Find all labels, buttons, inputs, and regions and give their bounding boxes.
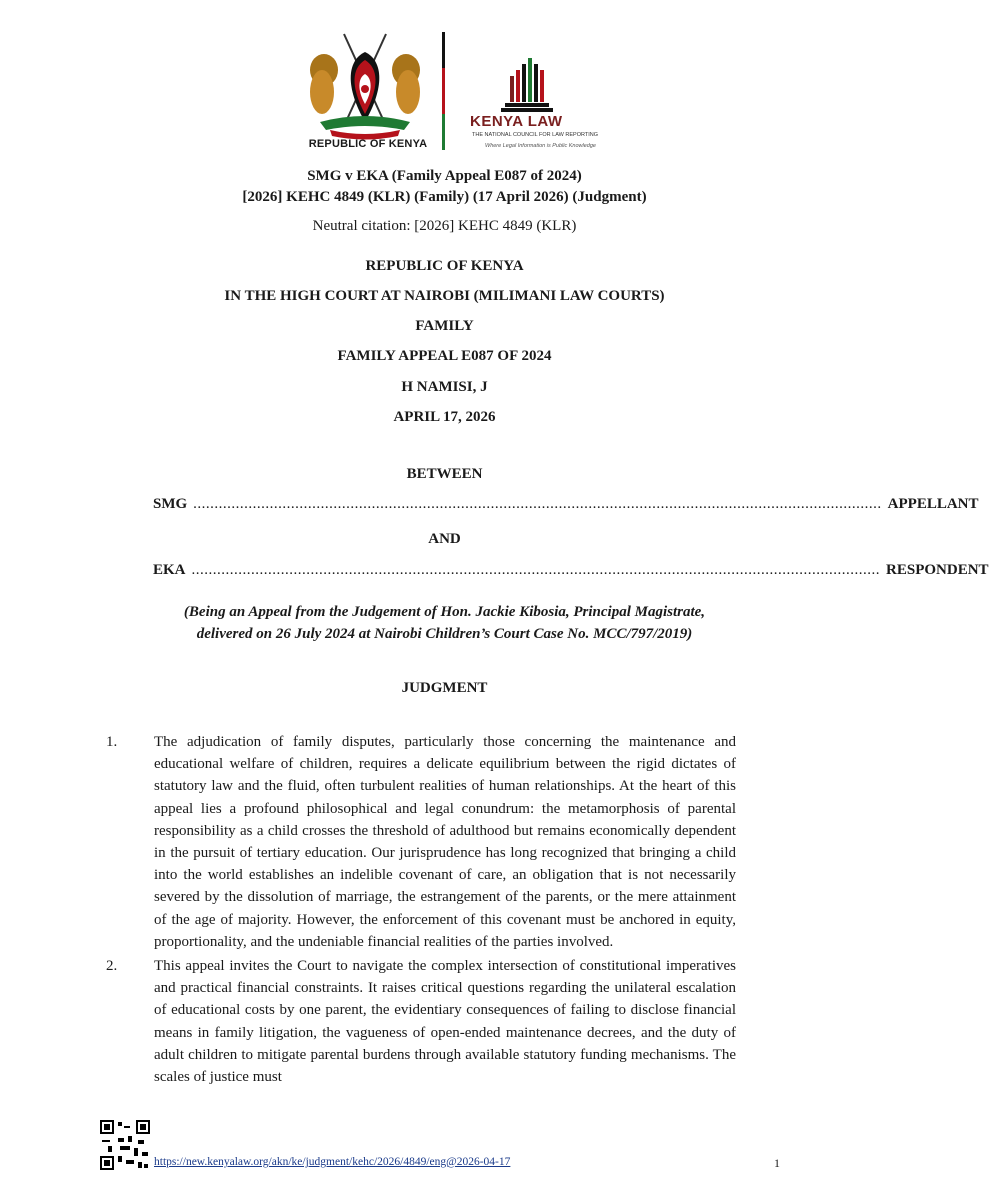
page-number: 1: [774, 1156, 780, 1170]
court-line-court: IN THE HIGH COURT AT NAIROBI (MILIMANI LAW COURTS): [224, 288, 665, 304]
kenya-law-logo-icon: [465, 48, 590, 158]
court-line-division: FAMILY: [415, 318, 474, 334]
kenya-law-tagline: Where Legal Information is Public Knowledge: [485, 143, 596, 149]
paragraph-number: 2.: [106, 958, 118, 974]
leader-dots: ..................................................................................................................................................................: [191, 562, 881, 578]
neutral-citation: Neutral citation: [2026] KEHC 4849 (KLR): [312, 218, 577, 234]
appellant-row: [153, 496, 979, 513]
kenya-law-title: KENYA LAW: [470, 113, 563, 130]
and-heading: AND: [428, 531, 461, 547]
coat-of-arms-caption: REPUBLIC OF KENYA: [308, 138, 428, 150]
case-title: [0, 166, 889, 208]
paragraph-text: This appeal invites the Court to navigate the complex intersection of constitutional imperatives and practical financial constraints. It raises critical questions regarding the unilateral escalation of educational costs by one parent, the evidentiary consequences of failing to disclose financial means in family litigation, the vagueness of open-ended maintenance decrees, and the duty of adult children to mitigate parental burdens through available statutory funding mechanisms. The scales of justice must: [154, 958, 736, 1086]
court-line-date: APRIL 17, 2026: [393, 409, 496, 425]
appellant-name: SMG: [153, 496, 188, 512]
paragraph-2: [106, 955, 736, 1088]
respondent-role: RESPONDENT: [886, 562, 989, 578]
paragraph-text: The adjudication of family disputes, particularly those concerning the maintenance and educational welfare of children, requires a delicate equilibrium between the rigid dictates of statutory law and the fluid, often turbulent realities of human relationships. At the heart of this appeal lies a profound philosophical and legal conundrum: the metamorphosis of parental responsibility as a child crosses the threshold of adulthood but remains economically dependent in the pursuit of tertiary education. Our jurisprudence has long recognized that bringing a child into the world establishes an indelible covenant of care, an obligation that is not necessarily severed by the dissolution of marriage, the estrangement of the parents, or the mere attainment of the age of majority. However, the enforcement of this covenant must be anchored in equity, proportionality, and the undeniable financial realities of the parties involved.: [154, 734, 736, 950]
header-logos: [300, 30, 600, 160]
paragraph-number: 1.: [106, 734, 118, 750]
case-title-line-1: SMG v EKA (Family Appeal E087 of 2024): [307, 168, 582, 184]
court-line-judge: H NAMISI, J: [401, 379, 488, 395]
court-line-case-number: FAMILY APPEAL E087 OF 2024: [337, 348, 552, 364]
flag-divider: [442, 32, 445, 150]
appeal-note-line-2: delivered on 26 July 2024 at Nairobi Children’s Court Case No. MCC/797/2019): [196, 626, 693, 642]
judgment-heading: JUDGMENT: [401, 680, 488, 696]
respondent-name: EKA: [153, 562, 186, 578]
appellant-role: APPELLANT: [887, 496, 979, 512]
page-footer: [100, 1120, 790, 1180]
kenya-law-subtitle: THE NATIONAL COUNCIL FOR LAW REPORTING: [472, 132, 599, 138]
coat-of-arms-icon: [300, 30, 430, 150]
paragraph-1: [106, 731, 736, 953]
respondent-row: [153, 562, 989, 579]
qr-code-icon[interactable]: [100, 1120, 150, 1170]
case-title-line-2: [2026] KEHC 4849 (KLR) (Family) (17 April 2026) (Judgment): [242, 189, 647, 205]
appeal-note: [0, 601, 889, 645]
footer-url-link[interactable]: https://new.kenyalaw.org/akn/ke/judgment/kehc/2026/4849/eng@2026-04-17: [154, 1156, 511, 1168]
appeal-note-line-1: (Being an Appeal from the Judgement of Hon. Jackie Kibosia, Principal Magistrate,: [183, 604, 706, 620]
between-heading: BETWEEN: [406, 466, 483, 482]
leader-dots: ..................................................................................................................................................................: [193, 496, 882, 512]
court-line-republic: REPUBLIC OF KENYA: [365, 258, 524, 274]
